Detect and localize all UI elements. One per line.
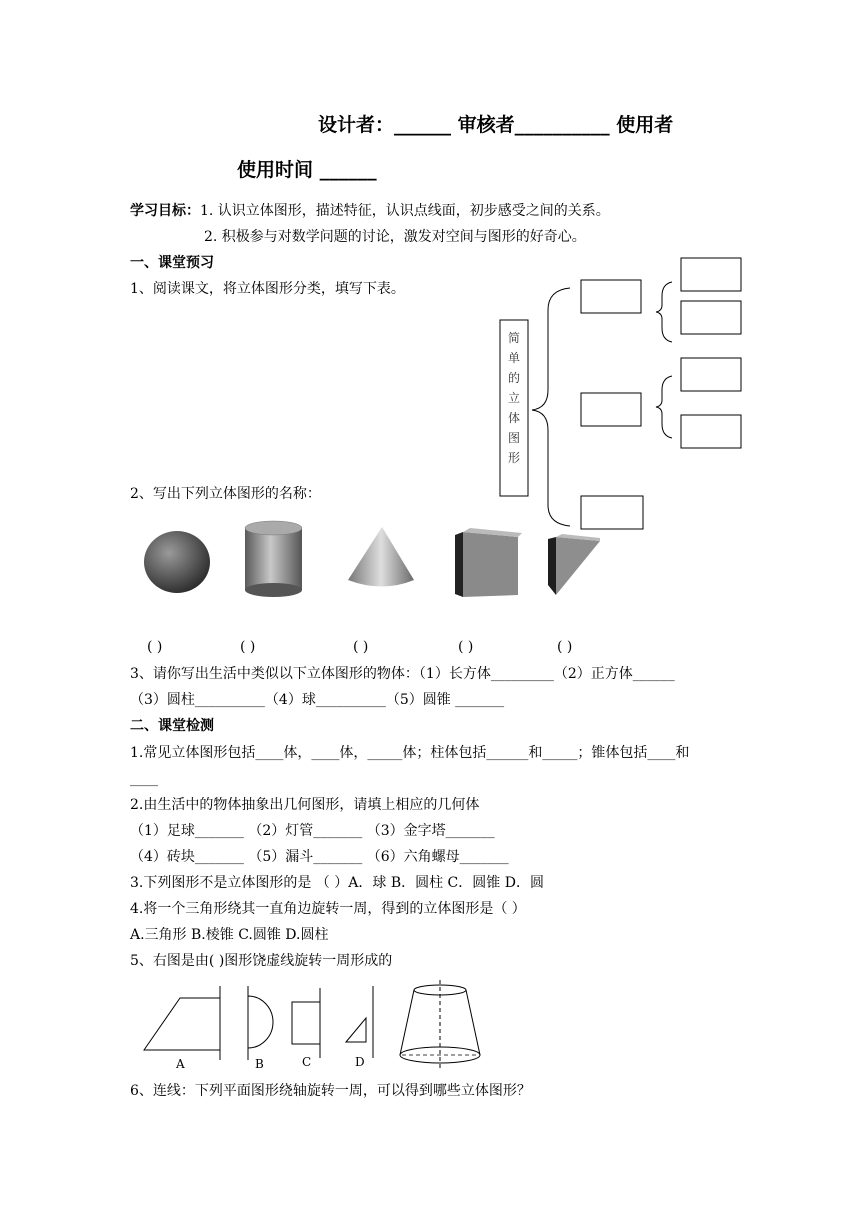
section2-q1-line2: ____ [130,771,158,787]
section1-q3-line1: 3、请你写出生活中类似以下立体图形的物体：（1）长方体_________（2）正方体______ [130,666,675,682]
answer-paren-3[interactable]: ( ) [353,639,369,655]
section2-title: 二、课堂检测 [130,718,214,734]
cylinder-shape [245,521,302,597]
section1-q2: 2、写出下列立体图形的名称： [130,486,321,502]
answer-box-pyramid[interactable] [581,393,641,426]
prism-shape [455,528,522,597]
answer-paren-4[interactable]: ( ) [458,639,474,655]
section2-q2: 2.由生活中的物体抽象出几何图形，请填上相应的几何体 [130,797,480,813]
section1-q1: 1、阅读课文，将立体图形分类，填写下表。 [130,281,405,297]
figure-c-rectangle [292,988,320,1069]
rotation-figure [130,978,500,1073]
diagram-char: 立 [507,391,521,405]
solids-figure [130,515,610,615]
answer-box-prism[interactable] [581,280,641,313]
section2-q5: 5、右图是由( )图形饶虚线旋转一周形成的 [130,953,393,969]
figure-a-trapezoid [144,986,220,1071]
section2-q2-row1: （1）足球_______ （2）灯管_______ （3）金字塔_______ [130,823,495,839]
cone-shape [348,527,414,587]
header-time-line: 使用时间 ______ [237,159,377,181]
diagram-main-box [500,320,528,496]
diagram-char: 形 [507,451,521,465]
frustum-figure [400,980,480,1068]
figure-label-c: C [302,1055,312,1069]
answer-box-sub-1[interactable] [681,258,741,291]
section2-q4-options: A.三角形 B.棱锥 C.圆锥 D.圆柱 [130,927,329,943]
sphere-shape [144,531,210,593]
section2-q6: 6、连线：下列平面图形绕轴旋转一周，可以得到哪些立体图形？ [130,1083,531,1099]
diagram-char: 单 [507,351,521,365]
section1-q3-line2: （3）圆柱__________（4）球__________（5）圆锥 _______ [130,692,505,708]
small-brace-2 [656,376,672,438]
answer-box-sub-2[interactable] [681,301,741,334]
section2-q4: 4.将一个三角形绕其一直角边旋转一周，得到的立体图形是（ ） [130,901,526,917]
figure-b-semicircle [248,986,273,1071]
big-brace [532,288,570,526]
figure-label-b: B [255,1057,264,1071]
section2-q2-row2: （4）砖块_______ （5）漏斗_______ （6）六角螺母_______ [130,849,509,865]
figure-d-triangle [346,986,373,1069]
goals-label: 学习目标： [130,203,200,219]
goals-item-2: 2. 积极参与对数学问题的讨论，激发对空间与图形的好奇心。 [204,229,586,245]
diagram-char: 简 [507,331,521,345]
section1-title: 一、课堂预习 [130,255,214,271]
diagram-char: 的 [507,371,521,385]
header-designer-line: 设计者：______ 审核者__________ 使用者 [318,114,674,136]
goals-item-1: 1. 认识立体图形，描述特征，认识点线面，初步感受之间的关系。 [200,203,610,219]
section2-q1-line1: 1.常见立体图形包括____体，____体，_____体；柱体包括______和_____；锥体包括____和 [130,745,690,761]
small-brace-1 [656,282,672,342]
figure-label-d: D [355,1055,365,1069]
figure-label-a: A [176,1057,185,1071]
classification-diagram [490,250,760,540]
answer-box-sub-3[interactable] [681,358,741,391]
triangular-prism-shape [548,534,600,595]
goals-line-1 [130,201,610,221]
answer-box-sub-4[interactable] [681,415,741,448]
diagram-char: 体 [507,411,521,425]
section2-q3: 3.下列图形不是立体图形的是 （ ）A．球 B．圆柱 C．圆锥 D．圆 [130,875,544,891]
answer-paren-1[interactable]: ( ) [147,639,163,655]
diagram-char: 图 [507,431,521,445]
answer-paren-5[interactable]: ( ) [557,639,573,655]
answer-paren-2[interactable]: ( ) [240,639,256,655]
